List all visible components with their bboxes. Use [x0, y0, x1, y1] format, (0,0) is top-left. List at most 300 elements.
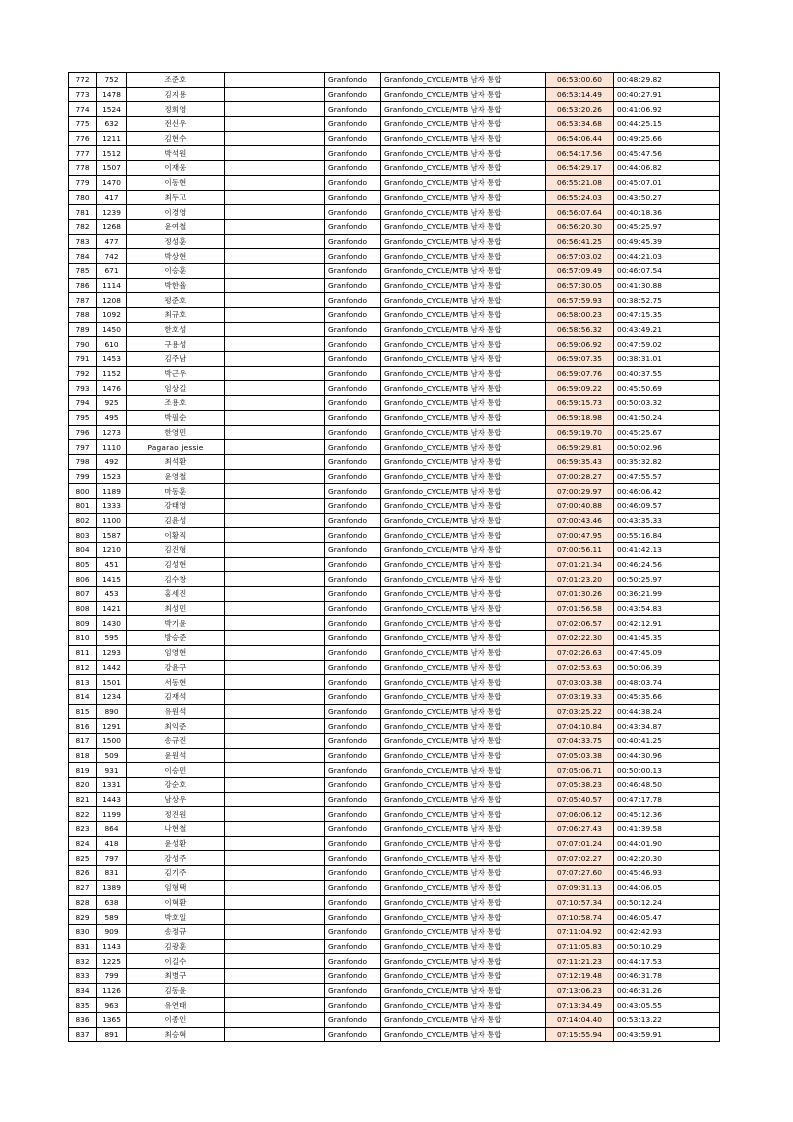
finish-time-cell: 07:03:03.38 — [546, 675, 614, 690]
course-cell: Granfondo — [325, 968, 381, 983]
course-cell: Granfondo — [325, 543, 381, 558]
table-row — [69, 836, 720, 851]
finish-time-cell: 06:53:14.49 — [546, 87, 614, 102]
bib-cell: 1143 — [97, 939, 127, 954]
category-cell: Granfondo_CYCLE/MTB 남자 통합 — [381, 278, 546, 293]
team-cell — [225, 249, 325, 264]
team-cell — [225, 513, 325, 528]
split-time-cell: 00:53:13.22 — [614, 1013, 720, 1028]
bib-cell: 752 — [97, 73, 127, 88]
team-cell — [225, 117, 325, 132]
finish-time-cell: 07:11:21.23 — [546, 954, 614, 969]
table-row — [69, 102, 720, 117]
split-time-cell: 00:38:52.75 — [614, 293, 720, 308]
course-cell: Granfondo — [325, 822, 381, 837]
course-cell: Granfondo — [325, 219, 381, 234]
bib-cell: 963 — [97, 998, 127, 1013]
split-time-cell: 00:43:49.21 — [614, 322, 720, 337]
table-row — [69, 293, 720, 308]
team-cell — [225, 293, 325, 308]
table-row — [69, 954, 720, 969]
name-cell: 조준호 — [127, 73, 225, 88]
team-cell — [225, 895, 325, 910]
team-cell — [225, 880, 325, 895]
rank-cell: 806 — [69, 572, 97, 587]
bib-cell: 1291 — [97, 719, 127, 734]
team-cell — [225, 822, 325, 837]
bib-cell: 1524 — [97, 102, 127, 117]
rank-cell: 808 — [69, 601, 97, 616]
table-row — [69, 792, 720, 807]
category-cell: Granfondo_CYCLE/MTB 남자 통합 — [381, 396, 546, 411]
rank-cell: 788 — [69, 308, 97, 323]
category-cell: Granfondo_CYCLE/MTB 남자 통합 — [381, 645, 546, 660]
finish-time-cell: 07:05:38.23 — [546, 778, 614, 793]
finish-time-cell: 06:53:00.60 — [546, 73, 614, 88]
table-row — [69, 87, 720, 102]
category-cell: Granfondo_CYCLE/MTB 남자 통합 — [381, 366, 546, 381]
category-cell: Granfondo_CYCLE/MTB 남자 통합 — [381, 601, 546, 616]
team-cell — [225, 1027, 325, 1042]
split-time-cell: 00:40:37.55 — [614, 366, 720, 381]
name-cell: 박석원 — [127, 146, 225, 161]
rank-cell: 796 — [69, 425, 97, 440]
category-cell: Granfondo_CYCLE/MTB 남자 통합 — [381, 822, 546, 837]
team-cell — [225, 102, 325, 117]
name-cell: 임상길 — [127, 381, 225, 396]
course-cell: Granfondo — [325, 146, 381, 161]
bib-cell: 1453 — [97, 352, 127, 367]
team-cell — [225, 616, 325, 631]
finish-time-cell: 06:58:00.23 — [546, 308, 614, 323]
category-cell: Granfondo_CYCLE/MTB 남자 통합 — [381, 631, 546, 646]
table-row — [69, 660, 720, 675]
name-cell: 조용호 — [127, 396, 225, 411]
course-cell: Granfondo — [325, 352, 381, 367]
rank-cell: 810 — [69, 631, 97, 646]
course-cell: Granfondo — [325, 425, 381, 440]
course-cell: Granfondo — [325, 528, 381, 543]
course-cell: Granfondo — [325, 910, 381, 925]
category-cell: Granfondo_CYCLE/MTB 남자 통합 — [381, 440, 546, 455]
course-cell: Granfondo — [325, 778, 381, 793]
team-cell — [225, 87, 325, 102]
course-cell: Granfondo — [325, 234, 381, 249]
category-cell: Granfondo_CYCLE/MTB 남자 통합 — [381, 660, 546, 675]
rank-cell: 805 — [69, 557, 97, 572]
table-row — [69, 73, 720, 88]
bib-cell: 1152 — [97, 366, 127, 381]
name-cell: 유원석 — [127, 704, 225, 719]
category-cell: Granfondo_CYCLE/MTB 남자 통합 — [381, 425, 546, 440]
split-time-cell: 00:44:17.53 — [614, 954, 720, 969]
split-time-cell: 00:45:12.36 — [614, 807, 720, 822]
rank-cell: 804 — [69, 543, 97, 558]
name-cell: 이경영 — [127, 205, 225, 220]
split-time-cell: 00:41:45.35 — [614, 631, 720, 646]
team-cell — [225, 733, 325, 748]
split-time-cell: 00:49:25.66 — [614, 131, 720, 146]
rank-cell: 832 — [69, 954, 97, 969]
rank-cell: 822 — [69, 807, 97, 822]
split-time-cell: 00:45:07.01 — [614, 175, 720, 190]
split-time-cell: 00:40:18.36 — [614, 205, 720, 220]
table-row — [69, 352, 720, 367]
course-cell: Granfondo — [325, 733, 381, 748]
finish-time-cell: 06:55:21.08 — [546, 175, 614, 190]
team-cell — [225, 543, 325, 558]
bib-cell: 891 — [97, 1027, 127, 1042]
course-cell: Granfondo — [325, 469, 381, 484]
bib-cell: 1293 — [97, 645, 127, 660]
table-row — [69, 675, 720, 690]
table-row — [69, 763, 720, 778]
bib-cell: 1189 — [97, 484, 127, 499]
table-row — [69, 1013, 720, 1028]
split-time-cell: 00:44:30.96 — [614, 748, 720, 763]
finish-time-cell: 07:10:57.34 — [546, 895, 614, 910]
name-cell: 강윤구 — [127, 660, 225, 675]
bib-cell: 742 — [97, 249, 127, 264]
name-cell: 임형택 — [127, 880, 225, 895]
name-cell: 최병구 — [127, 968, 225, 983]
table-row — [69, 484, 720, 499]
team-cell — [225, 484, 325, 499]
rank-cell: 790 — [69, 337, 97, 352]
team-cell — [225, 601, 325, 616]
course-cell: Granfondo — [325, 939, 381, 954]
table-row — [69, 748, 720, 763]
table-row — [69, 572, 720, 587]
split-time-cell: 00:50:10.29 — [614, 939, 720, 954]
name-cell: 윤원석 — [127, 748, 225, 763]
table-row — [69, 778, 720, 793]
finish-time-cell: 07:11:05.83 — [546, 939, 614, 954]
bib-cell: 1331 — [97, 778, 127, 793]
team-cell — [225, 983, 325, 998]
table-row — [69, 733, 720, 748]
table-row — [69, 910, 720, 925]
name-cell: 김기주 — [127, 866, 225, 881]
table-row — [69, 469, 720, 484]
table-row — [69, 175, 720, 190]
finish-time-cell: 07:01:56.58 — [546, 601, 614, 616]
name-cell: 송정규 — [127, 924, 225, 939]
finish-time-cell: 07:13:06.23 — [546, 983, 614, 998]
finish-time-cell: 07:00:43.46 — [546, 513, 614, 528]
name-cell: 이동현 — [127, 175, 225, 190]
name-cell: 구용성 — [127, 337, 225, 352]
table-row — [69, 983, 720, 998]
split-time-cell: 00:35:32.82 — [614, 454, 720, 469]
bib-cell: 797 — [97, 851, 127, 866]
category-cell: Granfondo_CYCLE/MTB 남자 통합 — [381, 792, 546, 807]
name-cell: 박필순 — [127, 410, 225, 425]
split-time-cell: 00:44:21.03 — [614, 249, 720, 264]
table-row — [69, 146, 720, 161]
rank-cell: 836 — [69, 1013, 97, 1028]
bib-cell: 492 — [97, 454, 127, 469]
team-cell — [225, 352, 325, 367]
rank-cell: 798 — [69, 454, 97, 469]
table-row — [69, 543, 720, 558]
name-cell: 김주남 — [127, 352, 225, 367]
split-time-cell: 00:43:59.91 — [614, 1027, 720, 1042]
finish-time-cell: 07:14:04.40 — [546, 1013, 614, 1028]
split-time-cell: 00:44:01.90 — [614, 836, 720, 851]
bib-cell: 1389 — [97, 880, 127, 895]
team-cell — [225, 572, 325, 587]
rank-cell: 779 — [69, 175, 97, 190]
rank-cell: 828 — [69, 895, 97, 910]
course-cell: Granfondo — [325, 454, 381, 469]
split-time-cell: 00:46:31.78 — [614, 968, 720, 983]
finish-time-cell: 07:03:19.33 — [546, 689, 614, 704]
table-row — [69, 381, 720, 396]
finish-time-cell: 07:07:01.24 — [546, 836, 614, 851]
course-cell: Granfondo — [325, 381, 381, 396]
finish-time-cell: 06:56:20.30 — [546, 219, 614, 234]
name-cell: 이황직 — [127, 528, 225, 543]
finish-time-cell: 07:10:58.74 — [546, 910, 614, 925]
team-cell — [225, 146, 325, 161]
course-cell: Granfondo — [325, 190, 381, 205]
finish-time-cell: 07:02:22.30 — [546, 631, 614, 646]
finish-time-cell: 07:00:29.97 — [546, 484, 614, 499]
finish-time-cell: 06:59:29.81 — [546, 440, 614, 455]
category-cell: Granfondo_CYCLE/MTB 남자 통합 — [381, 719, 546, 734]
category-cell: Granfondo_CYCLE/MTB 남자 통합 — [381, 131, 546, 146]
rank-cell: 814 — [69, 689, 97, 704]
split-time-cell: 00:41:42.13 — [614, 543, 720, 558]
table-row — [69, 190, 720, 205]
course-cell: Granfondo — [325, 998, 381, 1013]
name-cell: 강태영 — [127, 498, 225, 513]
rank-cell: 837 — [69, 1027, 97, 1042]
split-time-cell: 00:43:35.33 — [614, 513, 720, 528]
finish-time-cell: 07:00:47.95 — [546, 528, 614, 543]
course-cell: Granfondo — [325, 660, 381, 675]
category-cell: Granfondo_CYCLE/MTB 남자 통합 — [381, 381, 546, 396]
results-table-body — [69, 73, 720, 1042]
team-cell — [225, 410, 325, 425]
table-row — [69, 205, 720, 220]
category-cell: Granfondo_CYCLE/MTB 남자 통합 — [381, 1027, 546, 1042]
split-time-cell: 00:43:50.27 — [614, 190, 720, 205]
finish-time-cell: 06:59:07.35 — [546, 352, 614, 367]
category-cell: Granfondo_CYCLE/MTB 남자 통합 — [381, 454, 546, 469]
split-time-cell: 00:50:03.32 — [614, 396, 720, 411]
course-cell: Granfondo — [325, 587, 381, 602]
rank-cell: 802 — [69, 513, 97, 528]
finish-time-cell: 07:05:40.57 — [546, 792, 614, 807]
category-cell: Granfondo_CYCLE/MTB 남자 통합 — [381, 87, 546, 102]
rank-cell: 801 — [69, 498, 97, 513]
course-cell: Granfondo — [325, 704, 381, 719]
bib-cell: 1365 — [97, 1013, 127, 1028]
bib-cell: 1126 — [97, 983, 127, 998]
rank-cell: 829 — [69, 910, 97, 925]
name-cell: 김윤성 — [127, 513, 225, 528]
course-cell: Granfondo — [325, 763, 381, 778]
category-cell: Granfondo_CYCLE/MTB 남자 통합 — [381, 469, 546, 484]
table-row — [69, 117, 720, 132]
course-cell: Granfondo — [325, 308, 381, 323]
category-cell: Granfondo_CYCLE/MTB 남자 통합 — [381, 851, 546, 866]
table-row — [69, 601, 720, 616]
name-cell: 김동윤 — [127, 983, 225, 998]
category-cell: Granfondo_CYCLE/MTB 남자 통합 — [381, 866, 546, 881]
bib-cell: 1415 — [97, 572, 127, 587]
category-cell: Granfondo_CYCLE/MTB 남자 통합 — [381, 249, 546, 264]
rank-cell: 776 — [69, 131, 97, 146]
finish-time-cell: 07:05:03.38 — [546, 748, 614, 763]
table-row — [69, 249, 720, 264]
category-cell: Granfondo_CYCLE/MTB 남자 통합 — [381, 263, 546, 278]
split-time-cell: 00:42:42.93 — [614, 924, 720, 939]
team-cell — [225, 924, 325, 939]
category-cell: Granfondo_CYCLE/MTB 남자 통합 — [381, 689, 546, 704]
split-time-cell: 00:46:31.26 — [614, 983, 720, 998]
name-cell: 최규호 — [127, 308, 225, 323]
finish-time-cell: 07:02:26.63 — [546, 645, 614, 660]
finish-time-cell: 06:54:17.56 — [546, 146, 614, 161]
team-cell — [225, 131, 325, 146]
table-row — [69, 1027, 720, 1042]
team-cell — [225, 190, 325, 205]
split-time-cell: 00:45:25.67 — [614, 425, 720, 440]
split-time-cell: 00:49:45.39 — [614, 234, 720, 249]
category-cell: Granfondo_CYCLE/MTB 남자 통합 — [381, 528, 546, 543]
table-row — [69, 704, 720, 719]
course-cell: Granfondo — [325, 1013, 381, 1028]
category-cell: Granfondo_CYCLE/MTB 남자 통합 — [381, 983, 546, 998]
finish-time-cell: 06:57:09.49 — [546, 263, 614, 278]
rank-cell: 818 — [69, 748, 97, 763]
rank-cell: 821 — [69, 792, 97, 807]
split-time-cell: 00:42:12.91 — [614, 616, 720, 631]
team-cell — [225, 175, 325, 190]
course-cell: Granfondo — [325, 337, 381, 352]
course-cell: Granfondo — [325, 807, 381, 822]
split-time-cell: 00:44:25.15 — [614, 117, 720, 132]
table-row — [69, 263, 720, 278]
split-time-cell: 00:36:21.99 — [614, 587, 720, 602]
team-cell — [225, 205, 325, 220]
bib-cell: 1500 — [97, 733, 127, 748]
team-cell — [225, 396, 325, 411]
split-time-cell: 00:47:45.09 — [614, 645, 720, 660]
course-cell: Granfondo — [325, 645, 381, 660]
rank-cell: 787 — [69, 293, 97, 308]
bib-cell: 864 — [97, 822, 127, 837]
finish-time-cell: 06:56:07.64 — [546, 205, 614, 220]
category-cell: Granfondo_CYCLE/MTB 남자 통합 — [381, 484, 546, 499]
bib-cell: 610 — [97, 337, 127, 352]
team-cell — [225, 1013, 325, 1028]
table-row — [69, 322, 720, 337]
course-cell: Granfondo — [325, 293, 381, 308]
category-cell: Granfondo_CYCLE/MTB 남자 통합 — [381, 778, 546, 793]
rank-cell: 792 — [69, 366, 97, 381]
split-time-cell: 00:44:38.24 — [614, 704, 720, 719]
table-row — [69, 924, 720, 939]
bib-cell: 595 — [97, 631, 127, 646]
name-cell: 방승준 — [127, 631, 225, 646]
finish-time-cell: 07:04:10.84 — [546, 719, 614, 734]
rank-cell: 800 — [69, 484, 97, 499]
bib-cell: 1210 — [97, 543, 127, 558]
finish-time-cell: 07:07:27.60 — [546, 866, 614, 881]
bib-cell: 1273 — [97, 425, 127, 440]
team-cell — [225, 557, 325, 572]
team-cell — [225, 704, 325, 719]
category-cell: Granfondo_CYCLE/MTB 남자 통합 — [381, 102, 546, 117]
category-cell: Granfondo_CYCLE/MTB 남자 통합 — [381, 543, 546, 558]
name-cell: 김현수 — [127, 131, 225, 146]
name-cell: 최익준 — [127, 719, 225, 734]
team-cell — [225, 968, 325, 983]
course-cell: Granfondo — [325, 73, 381, 88]
finish-time-cell: 07:06:27.43 — [546, 822, 614, 837]
course-cell: Granfondo — [325, 748, 381, 763]
course-cell: Granfondo — [325, 866, 381, 881]
finish-time-cell: 06:59:09.22 — [546, 381, 614, 396]
bib-cell: 1092 — [97, 308, 127, 323]
name-cell: 강순호 — [127, 778, 225, 793]
split-time-cell: 00:41:06.92 — [614, 102, 720, 117]
bib-cell: 1476 — [97, 381, 127, 396]
table-row — [69, 337, 720, 352]
name-cell: 윤영철 — [127, 469, 225, 484]
course-cell: Granfondo — [325, 249, 381, 264]
table-row — [69, 219, 720, 234]
category-cell: Granfondo_CYCLE/MTB 남자 통합 — [381, 954, 546, 969]
split-time-cell: 00:45:46.93 — [614, 866, 720, 881]
split-time-cell: 00:41:30.88 — [614, 278, 720, 293]
rank-cell: 799 — [69, 469, 97, 484]
name-cell: 박근우 — [127, 366, 225, 381]
team-cell — [225, 660, 325, 675]
bib-cell: 1523 — [97, 469, 127, 484]
rank-cell: 827 — [69, 880, 97, 895]
name-cell: 송규진 — [127, 733, 225, 748]
category-cell: Granfondo_CYCLE/MTB 남자 통합 — [381, 1013, 546, 1028]
bib-cell: 925 — [97, 396, 127, 411]
finish-time-cell: 06:55:24.03 — [546, 190, 614, 205]
split-time-cell: 00:44:06.82 — [614, 161, 720, 176]
bib-cell: 1478 — [97, 87, 127, 102]
split-time-cell: 00:43:05.55 — [614, 998, 720, 1013]
table-row — [69, 454, 720, 469]
table-row — [69, 998, 720, 1013]
split-time-cell: 00:50:00.13 — [614, 763, 720, 778]
name-cell: 윤여철 — [127, 219, 225, 234]
name-cell: 정진원 — [127, 807, 225, 822]
name-cell: 전신우 — [127, 117, 225, 132]
team-cell — [225, 763, 325, 778]
team-cell — [225, 954, 325, 969]
category-cell: Granfondo_CYCLE/MTB 남자 통합 — [381, 498, 546, 513]
team-cell — [225, 381, 325, 396]
finish-time-cell: 07:00:40.88 — [546, 498, 614, 513]
category-cell: Granfondo_CYCLE/MTB 남자 통합 — [381, 175, 546, 190]
team-cell — [225, 689, 325, 704]
bib-cell: 495 — [97, 410, 127, 425]
split-time-cell: 00:50:02.96 — [614, 440, 720, 455]
category-cell: Granfondo_CYCLE/MTB 남자 통합 — [381, 322, 546, 337]
course-cell: Granfondo — [325, 983, 381, 998]
